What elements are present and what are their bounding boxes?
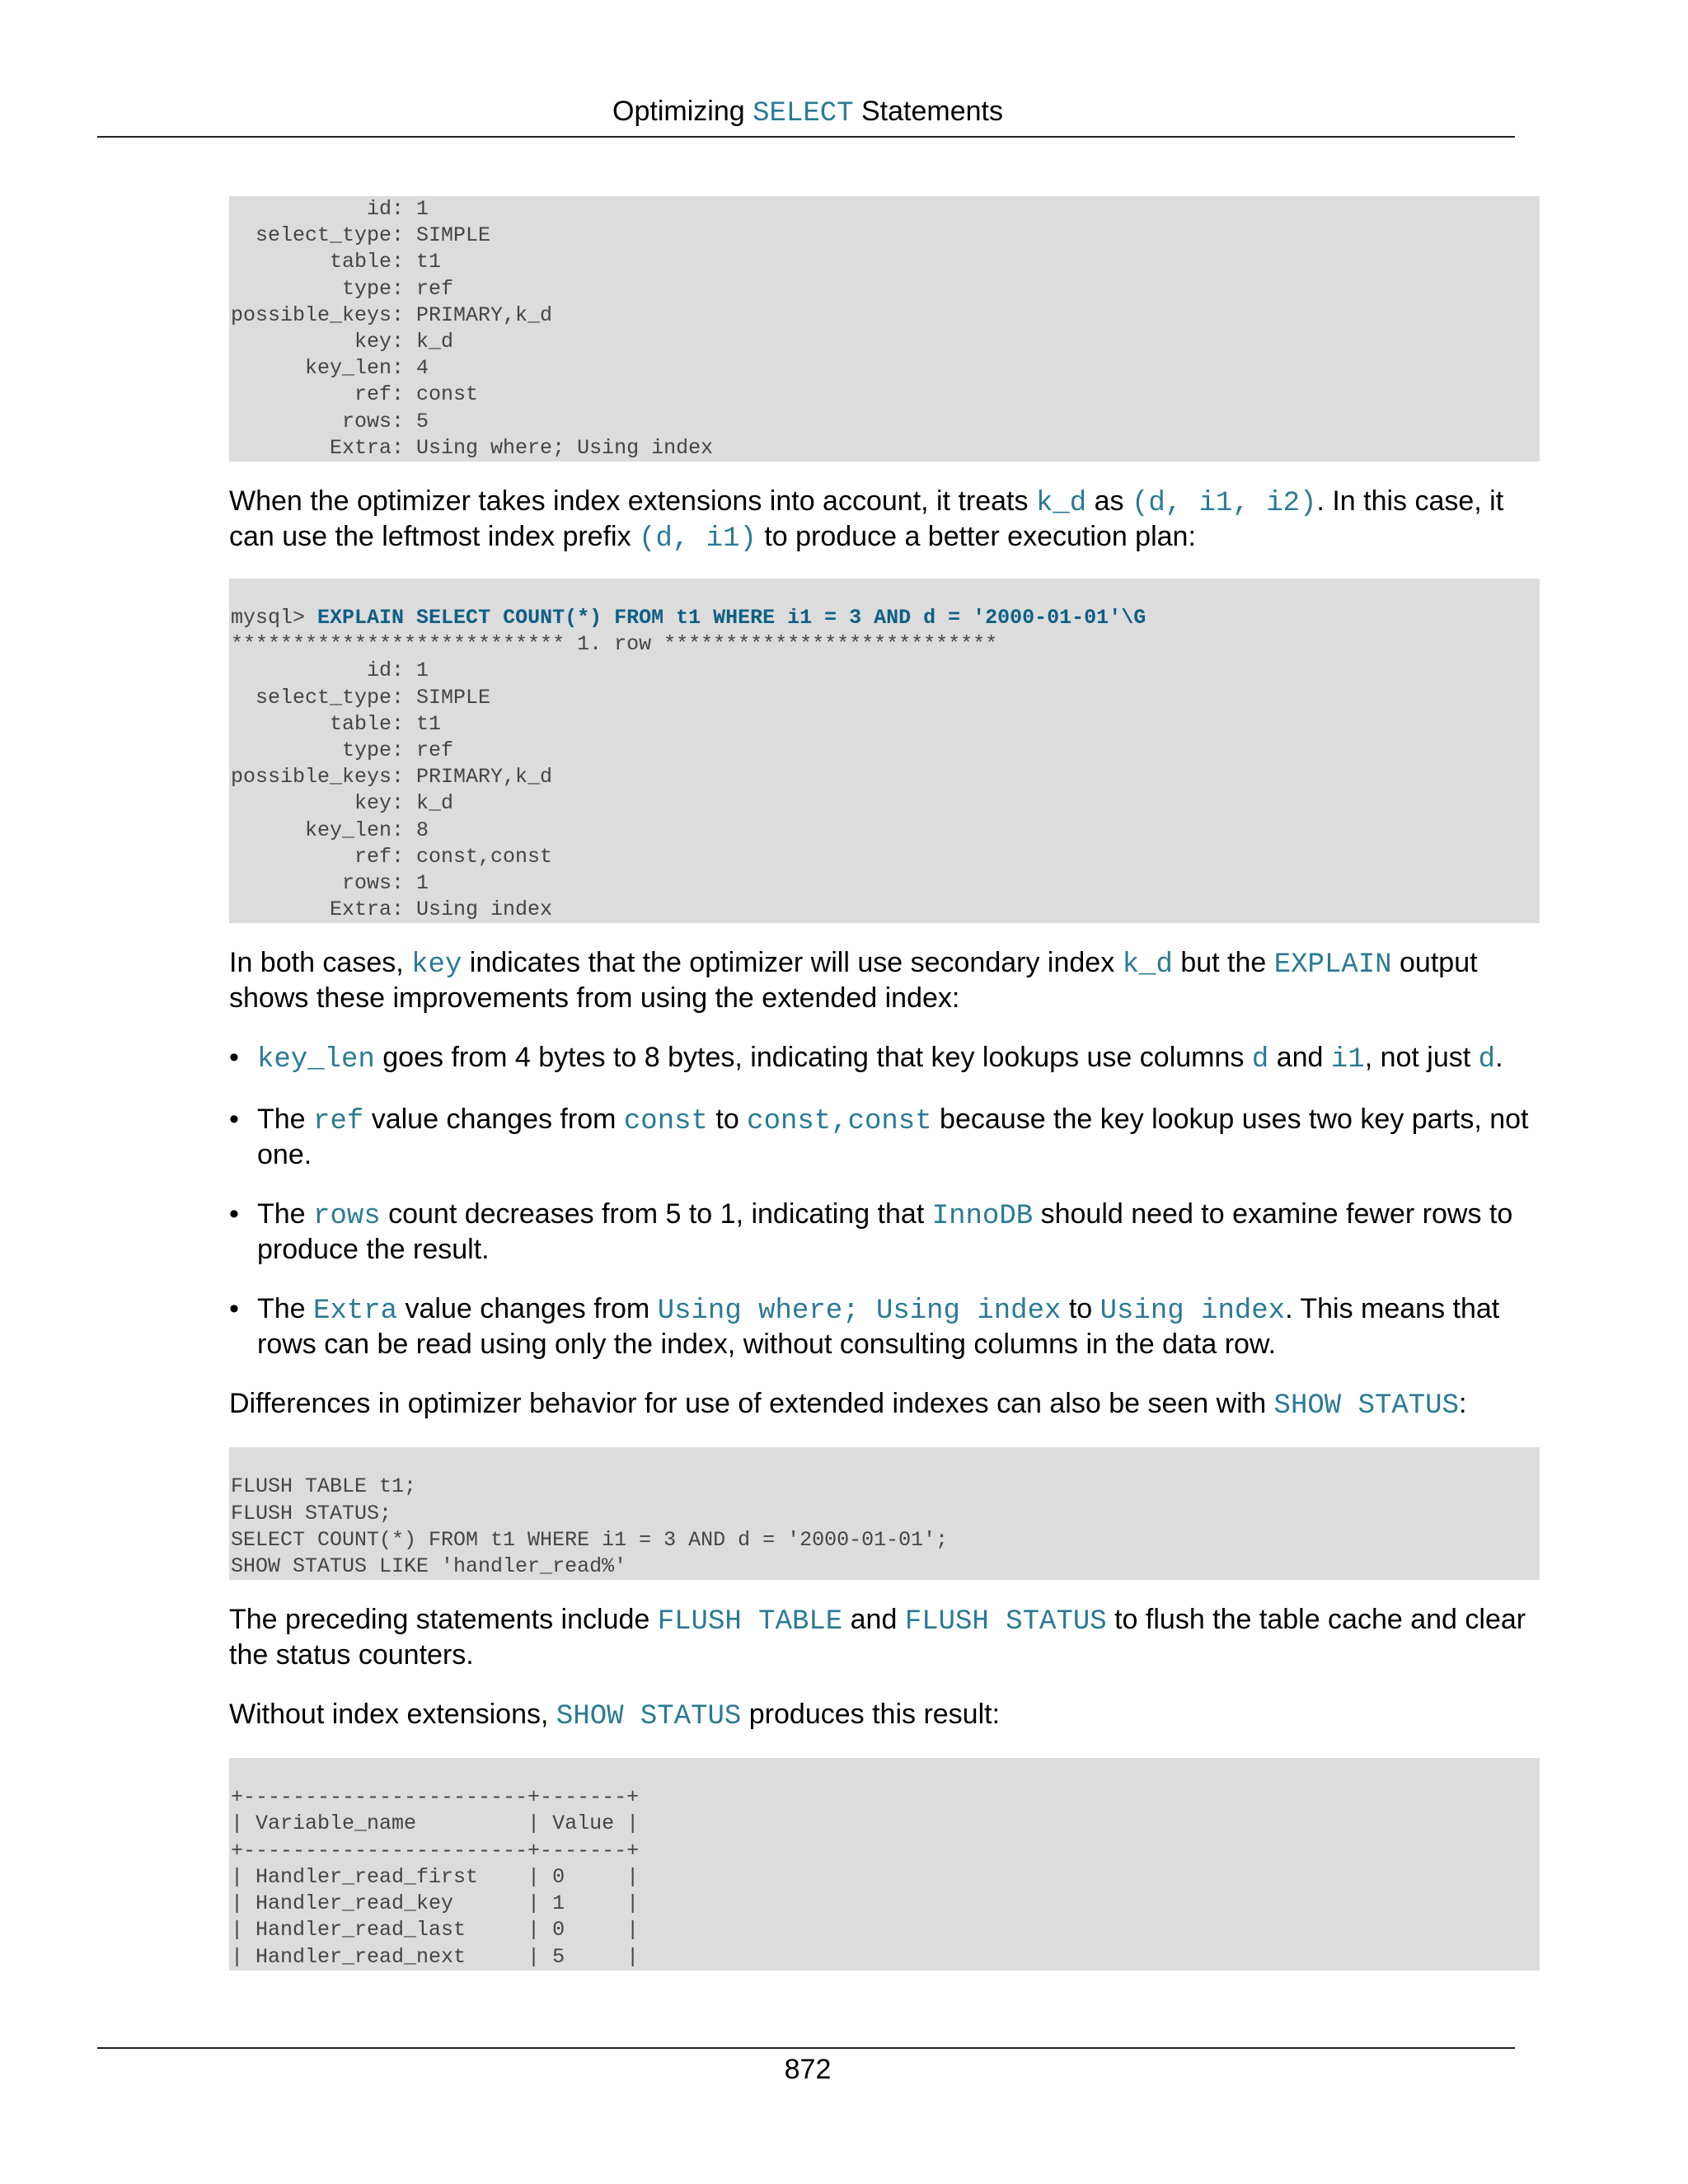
text: The: [257, 1293, 314, 1325]
page-header-title: [0, 96, 1615, 129]
inline-code: const: [623, 1106, 708, 1138]
inline-code: key: [411, 949, 462, 982]
code-line: select_type: SIMPLE: [231, 223, 491, 248]
code-line: FLUSH STATUS;: [231, 1501, 392, 1526]
text: Without index extensions,: [229, 1699, 556, 1731]
code-line: type: ref: [231, 276, 454, 301]
paragraph-show-status-intro: [229, 1387, 1540, 1422]
code-line: id: 1: [231, 197, 429, 221]
inline-code: FLUSH STATUS: [904, 1606, 1107, 1638]
code-line: | Handler_read_key | 1 |: [231, 1891, 640, 1916]
inline-code: FLUSH TABLE: [657, 1606, 843, 1638]
text: because the key lookup uses two key parts, not one.: [257, 1104, 1529, 1171]
header-rule: [97, 136, 1515, 138]
text: to: [707, 1104, 748, 1136]
explain-command-code-block: [229, 579, 1540, 923]
text: value changes from: [397, 1293, 658, 1325]
text: and: [842, 1604, 905, 1636]
explain-output-code-block: [229, 196, 1540, 462]
text: The preceding statements include: [229, 1604, 658, 1636]
inline-code: EXPLAIN: [1273, 949, 1392, 982]
text: to: [1061, 1293, 1100, 1325]
bullet-marker: •: [229, 1198, 239, 1230]
header-title-code: SELECT: [753, 98, 854, 129]
page-content: [229, 196, 1540, 1971]
inline-code: Using where; Using index: [657, 1296, 1062, 1328]
code-line: | Handler_read_first | 0 |: [231, 1864, 640, 1889]
inline-code: const,const: [747, 1106, 932, 1138]
code-line: select_type: SIMPLE: [231, 685, 491, 710]
code-line: table: t1: [231, 711, 442, 736]
inline-code: ref: [313, 1106, 364, 1138]
text: and: [1268, 1042, 1331, 1074]
text: The: [257, 1198, 314, 1230]
code-line: ref: const: [231, 382, 479, 407]
code-line: key: k_d: [231, 330, 454, 354]
text: Differences in optimizer behavior for use of extended indexes can also be seen with: [229, 1388, 1274, 1420]
text: to produce a better execution plan:: [756, 521, 1196, 553]
status-result-code-block: [229, 1758, 1540, 1970]
explain-command: EXPLAIN SELECT COUNT(*) FROM t1 WHERE i1 = 3 AND d = '2000-01-01'\G: [317, 606, 1146, 630]
footer-rule: [97, 2047, 1515, 2049]
text: The: [257, 1104, 314, 1136]
code-line: Extra: Using index: [231, 898, 553, 922]
inline-code: d: [1478, 1044, 1496, 1076]
text: should need to examine fewer rows to produce the result.: [257, 1198, 1513, 1266]
inline-code: (d, i1): [639, 523, 757, 555]
text: goes from 4 bytes to 8 bytes, indicating that key lookups use columns: [374, 1042, 1252, 1074]
code-line: | Handler_read_last | 0 |: [231, 1918, 640, 1943]
header-title-text: Optimizing: [612, 96, 753, 127]
inline-code: i1: [1330, 1044, 1365, 1076]
inline-code: k_d: [1035, 488, 1087, 520]
inline-code: key_len: [257, 1044, 375, 1076]
flush-statements-code-block: [229, 1447, 1540, 1580]
text: but the: [1172, 947, 1274, 979]
text: produces this result:: [741, 1699, 1001, 1731]
inline-code: Extra: [313, 1296, 398, 1328]
code-line: ref: const,const: [231, 844, 553, 869]
text: to flush the table cache and clear the status counters.: [229, 1604, 1526, 1671]
list-item: [229, 1041, 1540, 1076]
list-item: [229, 1292, 1540, 1361]
bullet-marker: •: [229, 1293, 239, 1325]
code-line: SHOW STATUS LIKE 'handler_read%': [231, 1554, 627, 1579]
text: output shows these improvements from using the extended index:: [229, 947, 1478, 1015]
code-line: key: k_d: [231, 791, 454, 816]
inline-code: rows: [313, 1201, 381, 1233]
code-line: table: t1: [231, 250, 442, 274]
code-line: | Variable_name | Value |: [231, 1811, 640, 1836]
inline-code: k_d: [1122, 949, 1173, 982]
text: In both cases,: [229, 947, 412, 979]
inline-code: InnoDB: [931, 1201, 1034, 1233]
code-line: rows: 1: [231, 871, 429, 896]
paragraph-preceding-statements: [229, 1603, 1540, 1671]
list-item: [229, 1103, 1540, 1171]
inline-code: Using index: [1100, 1296, 1286, 1328]
list-item: [229, 1197, 1540, 1266]
improvements-list: [229, 1041, 1540, 1361]
text: , not just: [1364, 1042, 1479, 1074]
page-number: 872: [784, 2054, 832, 2085]
text: .: [1495, 1042, 1503, 1074]
code-line: +-----------------------+-------+: [231, 1785, 640, 1810]
bullet-marker: •: [229, 1104, 239, 1136]
code-line: type: ref: [231, 738, 454, 763]
code-line: id: 1: [231, 658, 429, 683]
code-line: key_len: 8: [231, 818, 429, 842]
paragraph-index-extensions: [229, 485, 1540, 555]
text: When the optimizer takes index extensions into account, it treats: [229, 485, 1036, 518]
inline-code: d: [1251, 1044, 1269, 1076]
paragraph-without-extensions: [229, 1698, 1540, 1733]
code-line: *************************** 1. row ***************************: [231, 632, 998, 657]
text: indicates that the optimizer will use secondary index: [462, 947, 1123, 979]
code-line: Extra: Using where; Using index: [231, 435, 714, 460]
code-line: SELECT COUNT(*) FROM t1 WHERE i1 = 3 AND d = '2000-01-01';: [231, 1527, 949, 1552]
code-line: key_len: 4: [231, 356, 429, 381]
paragraph-both-cases: [229, 946, 1540, 1015]
text: :: [1458, 1388, 1467, 1420]
code-line: possible_keys: PRIMARY,k_d: [231, 765, 553, 790]
code-line: | Handler_read_next | 5 |: [231, 1944, 640, 1969]
code-line: +-----------------------+-------+: [231, 1838, 640, 1863]
inline-code: (d, i1, i2): [1131, 488, 1317, 520]
code-line: FLUSH TABLE t1;: [231, 1474, 417, 1499]
text: as: [1086, 485, 1132, 518]
bullet-marker: •: [229, 1042, 239, 1074]
mysql-prompt: mysql>: [231, 606, 318, 630]
code-line: possible_keys: PRIMARY,k_d: [231, 302, 553, 327]
inline-code: SHOW STATUS: [556, 1701, 742, 1733]
text: . In this case, it can use the leftmost index prefix: [229, 485, 1504, 553]
text: . This means that rows can be read using only the index, without consulting columns in the data row.: [257, 1293, 1500, 1361]
text: value changes from: [363, 1104, 624, 1136]
text: count decreases from 5 to 1, indicating that: [380, 1198, 932, 1230]
code-line: rows: 5: [231, 409, 429, 434]
inline-code: SHOW STATUS: [1273, 1390, 1459, 1422]
header-title-text-end: Statements: [853, 96, 1003, 127]
